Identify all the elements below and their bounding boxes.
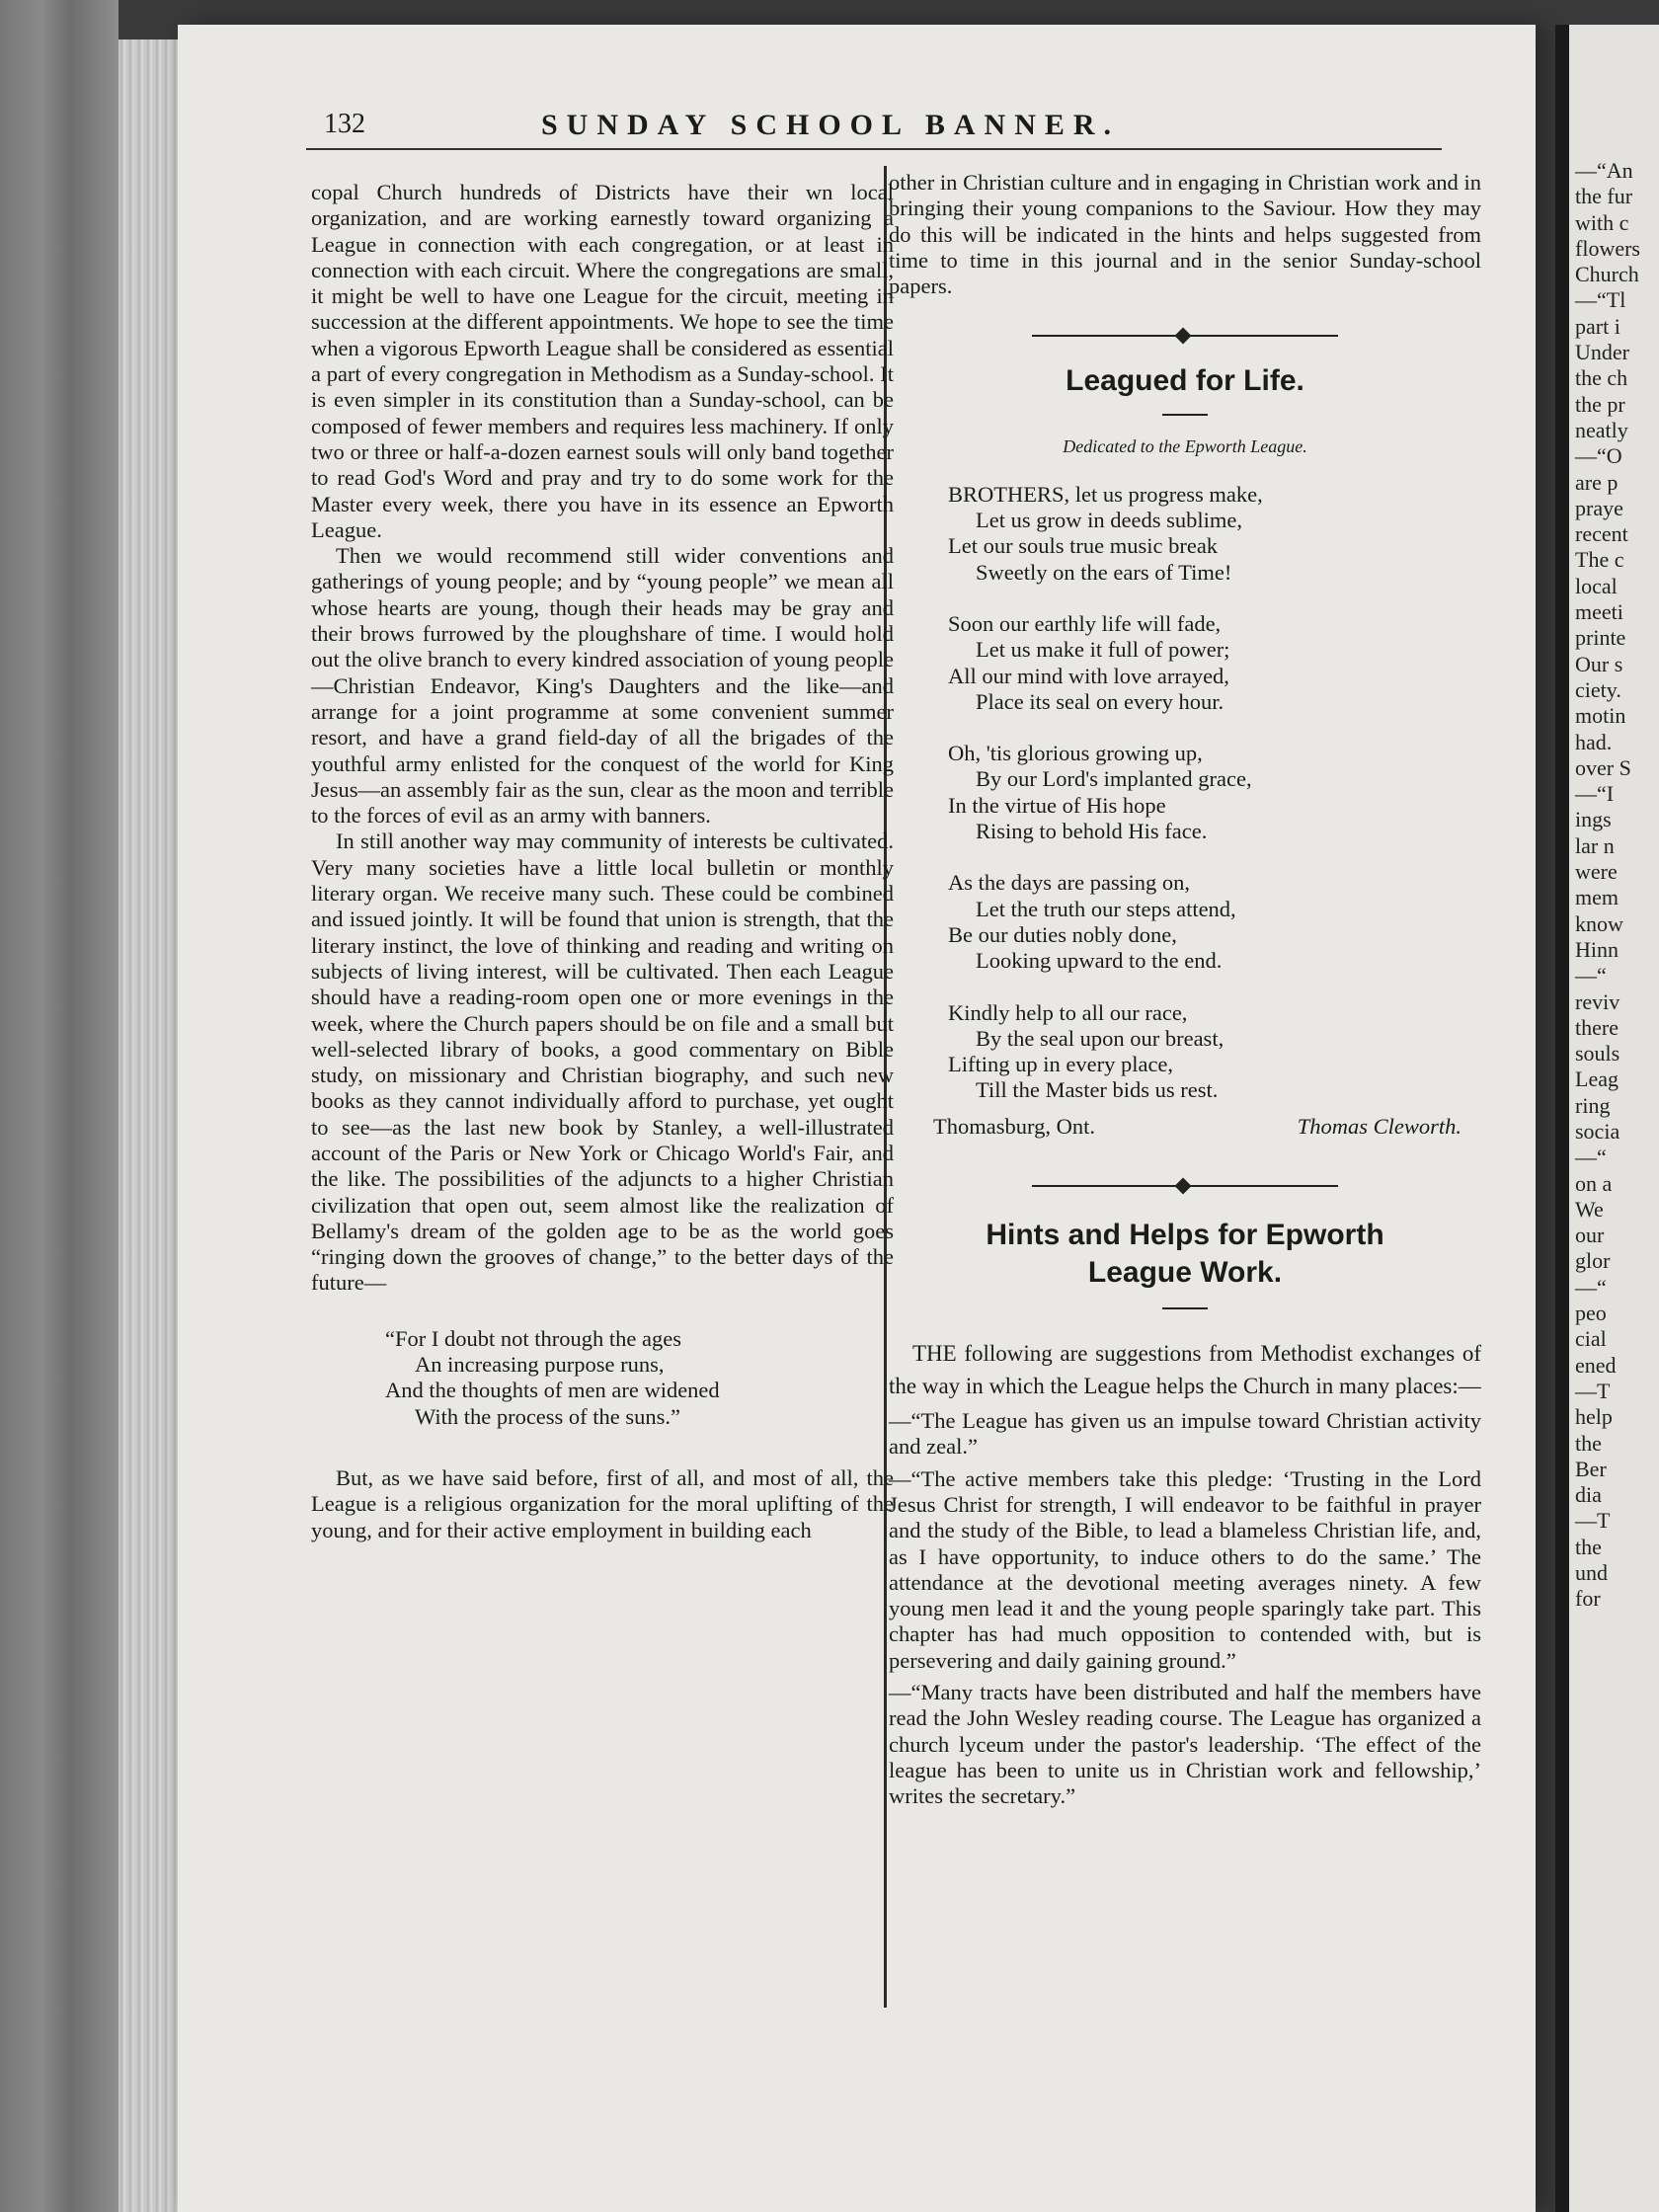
poem-line: Soon our earthly life will fade,	[948, 610, 1222, 636]
facing-page-fragment: —“O	[1575, 443, 1622, 469]
short-rule	[1162, 1307, 1208, 1309]
facing-page-fragment: local	[1575, 573, 1618, 598]
facing-page-fragment: on a	[1575, 1170, 1613, 1196]
poem-line: Rising to behold His face.	[976, 819, 1208, 844]
facing-page-fragment: know	[1575, 910, 1623, 936]
book-spine	[0, 0, 118, 2212]
stanza	[948, 482, 1481, 586]
facing-page-fragment: —“	[1575, 1274, 1607, 1300]
facing-page-fragment: reviv	[1575, 988, 1620, 1014]
paragraph: Then we would recommend still wider conventions and gatherings of young people; and by “young people” we mean all whose hearts are young, though their heads may be gray and their brows furrowed by the ploughshare of time. I would hold out the olive branch to every kindred association of young people—Christian Endeavor, King's Daughters and the like—and arrange for a joint programme at some convenient summer resort, and have a grand field-day of all the brigades of the youthful army enlisted for the conquest of the world for King Jesus—an assembly fair as the sun, clear as the moon and terrible to the forces of evil as an army with banners.	[311, 543, 894, 829]
facing-page-fragment: flowers	[1575, 235, 1640, 261]
stanza	[948, 611, 1481, 715]
poem-line: Let us grow in deeds sublime,	[976, 508, 1242, 533]
facing-page-fragment: socia	[1575, 1118, 1620, 1144]
facing-page-fragment: peo	[1575, 1301, 1607, 1326]
stanza	[948, 741, 1481, 844]
opening-paragraph: other in Christian culture and in engaging in Christian work and in bringing their young companions to the Saviour. How they may do this will be indicated in the hints and helps suggested from time to time in this journal and in the senior Sunday-school papers.	[889, 170, 1481, 299]
facing-page-fragment: cial	[1575, 1326, 1607, 1352]
facing-page-fragment: the ch	[1575, 365, 1628, 391]
facing-page-fragment: —T	[1575, 1508, 1611, 1534]
stanza	[948, 870, 1481, 974]
hint-item: —“The active members take this pledge: ‘Trusting in the Lord Jesus Christ for strength, I will endeavor to be faithful in prayer and the study of the Bible, to lead a blameless Christian life, and, as I have opportunity, to induce others to do the same.’ The attendance at the devotional meeting averages ninety. A few young men lead it and the young people sparingly take part. This chapter has had much opposition to contended with, but is persevering and daily gaining ground.”	[889, 1465, 1481, 1673]
poem-place: Thomasburg, Ont.	[933, 1113, 1095, 1139]
hints-title-line: League Work.	[1087, 1256, 1283, 1290]
poem-line: BROTHERS, let us progress make,	[948, 481, 1263, 507]
poem-line: All our mind with love arrayed,	[948, 663, 1229, 688]
facing-page-fragment: —“	[1575, 963, 1607, 988]
header-rule	[306, 148, 1442, 150]
paragraph: copal Church hundreds of Districts have their wn local organization, and are working earnestly toward organizing a League in connection with each congregation, or at least in connection with each circuit. Where the congregations are small, it might be well to have one League for the circuit, meeting in succession at the different appointments. We hope to see the time when a vigorous Epworth League shall be considered as essential a part of every congregation in Methodism as a Sunday-school. It is even simpler in its constitution than a Sunday-school, can be composed of fewer members and requires less machinery. If only two or three or half-a-dozen earnest souls will only band together to read God's Word and pray and try to do some work for the Master every week, there you have in its essence an Epworth League.	[311, 180, 894, 542]
ornament-rule	[1032, 329, 1338, 343]
hints-title-line: Hints and Helps for Epworth	[986, 1219, 1384, 1252]
hints-title	[889, 1217, 1481, 1292]
facing-page-fragment: ciety.	[1575, 676, 1621, 702]
ornament-rule	[1032, 1179, 1338, 1193]
facing-page-fragment: Our s	[1575, 651, 1623, 676]
facing-page-fragment: lar n	[1575, 832, 1615, 858]
left-column	[311, 180, 894, 1543]
poem-line: In the virtue of His hope	[948, 792, 1166, 818]
poem	[948, 482, 1481, 1104]
facing-page-fragment: Ber	[1575, 1456, 1607, 1481]
stanza	[948, 1000, 1481, 1104]
facing-page-fragment: —“	[1575, 1145, 1607, 1170]
facing-page-fragment: —“I	[1575, 781, 1615, 807]
facing-page-fragment: there	[1575, 1014, 1619, 1040]
facing-page-text	[1569, 158, 1659, 1613]
page-number: 132	[324, 109, 365, 139]
quote-line: And the thoughts of men are widened	[385, 1378, 720, 1403]
facing-page-fragment: the	[1575, 1534, 1602, 1559]
facing-page-fragment: praye	[1575, 495, 1623, 520]
facing-page-fragment: —T	[1575, 1378, 1611, 1403]
facing-page-fragment: recent	[1575, 521, 1628, 547]
facing-page-fragment: our	[1575, 1223, 1605, 1248]
poem-signature	[889, 1114, 1481, 1140]
hint-item: —“Many tracts have been distributed and half the members have read the John Wesley reading course. The League has organized a church lyceum under the pastor's leadership. ‘The effect of the league has been to unite us in Christian work and fellowship,’ writes the secretary.”	[889, 1679, 1481, 1809]
closing-paragraph: But, as we have said before, first of all, and most of all, the League is a religious organization for the moral uplifting of the young, and for their active employment in building each	[311, 1464, 894, 1542]
poem-line: Let the truth our steps attend,	[976, 896, 1236, 921]
poem-line: By our Lord's implanted grace,	[976, 766, 1252, 792]
facing-page-fragment: dia	[1575, 1482, 1602, 1508]
tennyson-quote	[385, 1326, 894, 1430]
hint-item: —“The League has given us an impulse toward Christian activity and zeal.”	[889, 1408, 1481, 1460]
quote-line: An increasing purpose runs,	[415, 1352, 665, 1378]
facing-page-fragment: mem	[1575, 885, 1619, 910]
poem-line: Place its seal on every hour.	[976, 688, 1224, 714]
poem-line: As the days are passing on,	[948, 870, 1190, 896]
facing-page-fragment: printe	[1575, 625, 1626, 651]
facing-page-fragment: were	[1575, 859, 1618, 885]
facing-page-fragment: We	[1575, 1196, 1604, 1222]
facing-page-fragment: part i	[1575, 313, 1620, 339]
poem-line: By the seal upon our breast,	[976, 1025, 1224, 1051]
poem-line: Let us make it full of power;	[976, 637, 1230, 663]
paragraph: In still another way may community of interests be cultivated. Very many societies have a little local bulletin or monthly literary organ. We receive many such. These could be combined and issued jointly. It will be found that union is strength, that the literary instinct, the love of thinking and reading and writing on subjects of living interest, will be cultivated. Then each League should have a reading-room open one or more evenings in the week, where the Church papers should be on file and a small but well-selected library of books, a good commentary on Bible study, on missionary and Christian biography, and such new books as they cannot individually afford to purchase, yet ought to see—as the last new book by Stanley, a well-illustrated account of the Paris or New York or Chicago World's Fair, and the like. The possibilities of the adjuncts to a higher Christian civilization that open out, seem almost like the realization of Bellamy's dream of the golden age to be as the world goes “ringing down the grooves of change,” to the better days of the future—	[311, 829, 894, 1296]
poem-line: Kindly help to all our race,	[948, 999, 1188, 1025]
quote-line: “For I doubt not through the ages	[385, 1325, 681, 1351]
facing-page-fragment: souls	[1575, 1041, 1620, 1066]
facing-page-fragment: glor	[1575, 1248, 1611, 1274]
poem-line: Oh, 'tis glorious growing up,	[948, 741, 1203, 766]
poem-line: Sweetly on the ears of Time!	[976, 559, 1232, 585]
facing-page-fragment: the pr	[1575, 391, 1625, 417]
poem-dedication: Dedicated to the Epworth League.	[1063, 436, 1307, 457]
facing-page-fragment: ened	[1575, 1352, 1617, 1378]
poem-line: Lifting up in every place,	[948, 1052, 1174, 1077]
facing-page-fragment: motin	[1575, 703, 1626, 729]
facing-page-fragment: meeti	[1575, 599, 1623, 625]
facing-page-fragment: neatly	[1575, 417, 1628, 442]
facing-page-fragment: for	[1575, 1586, 1601, 1612]
facing-page-fragment: the	[1575, 1430, 1602, 1456]
poem-line: Looking upward to the end.	[976, 948, 1223, 974]
facing-page-fragment: Hinn	[1575, 936, 1619, 962]
facing-page	[1555, 25, 1659, 2212]
right-column	[889, 170, 1481, 1809]
facing-page-fragment: over S	[1575, 754, 1631, 780]
facing-page-fragment: are p	[1575, 469, 1619, 495]
facing-page-fragment: —“An	[1575, 158, 1633, 183]
facing-page-fragment: Under	[1575, 340, 1629, 365]
page-header	[324, 109, 1442, 150]
facing-page-fragment: und	[1575, 1560, 1608, 1586]
quote-line: With the process of the suns.”	[415, 1403, 681, 1429]
facing-page-fragment: the fur	[1575, 184, 1633, 209]
facing-page-fragment: had.	[1575, 729, 1613, 754]
poem-line: Let our souls true music break	[948, 533, 1219, 559]
poem-title: Leagued for Life.	[1066, 364, 1304, 398]
facing-page-fragment: Leag	[1575, 1066, 1619, 1092]
journal-title: SUNDAY SCHOOL BANNER.	[541, 109, 1121, 141]
facing-page-fragment: ring	[1575, 1092, 1611, 1118]
poem-line: Till the Master bids us rest.	[976, 1077, 1219, 1103]
poem-line: Be our duties nobly done,	[948, 921, 1177, 947]
facing-page-fragment: with c	[1575, 209, 1629, 235]
short-rule	[1162, 414, 1208, 416]
facing-page-fragment: help	[1575, 1404, 1613, 1430]
facing-page-fragment: Church	[1575, 262, 1639, 287]
facing-page-fragment: —“Tl	[1575, 287, 1626, 313]
facing-page-fragment: ings	[1575, 807, 1612, 832]
hints-intro: THE following are suggestions from Methodist exchanges of the way in which the League helps the Church in many places:—	[889, 1341, 1481, 1399]
poem-author: Thomas Cleworth.	[1297, 1113, 1462, 1139]
facing-page-fragment: The c	[1575, 547, 1624, 573]
